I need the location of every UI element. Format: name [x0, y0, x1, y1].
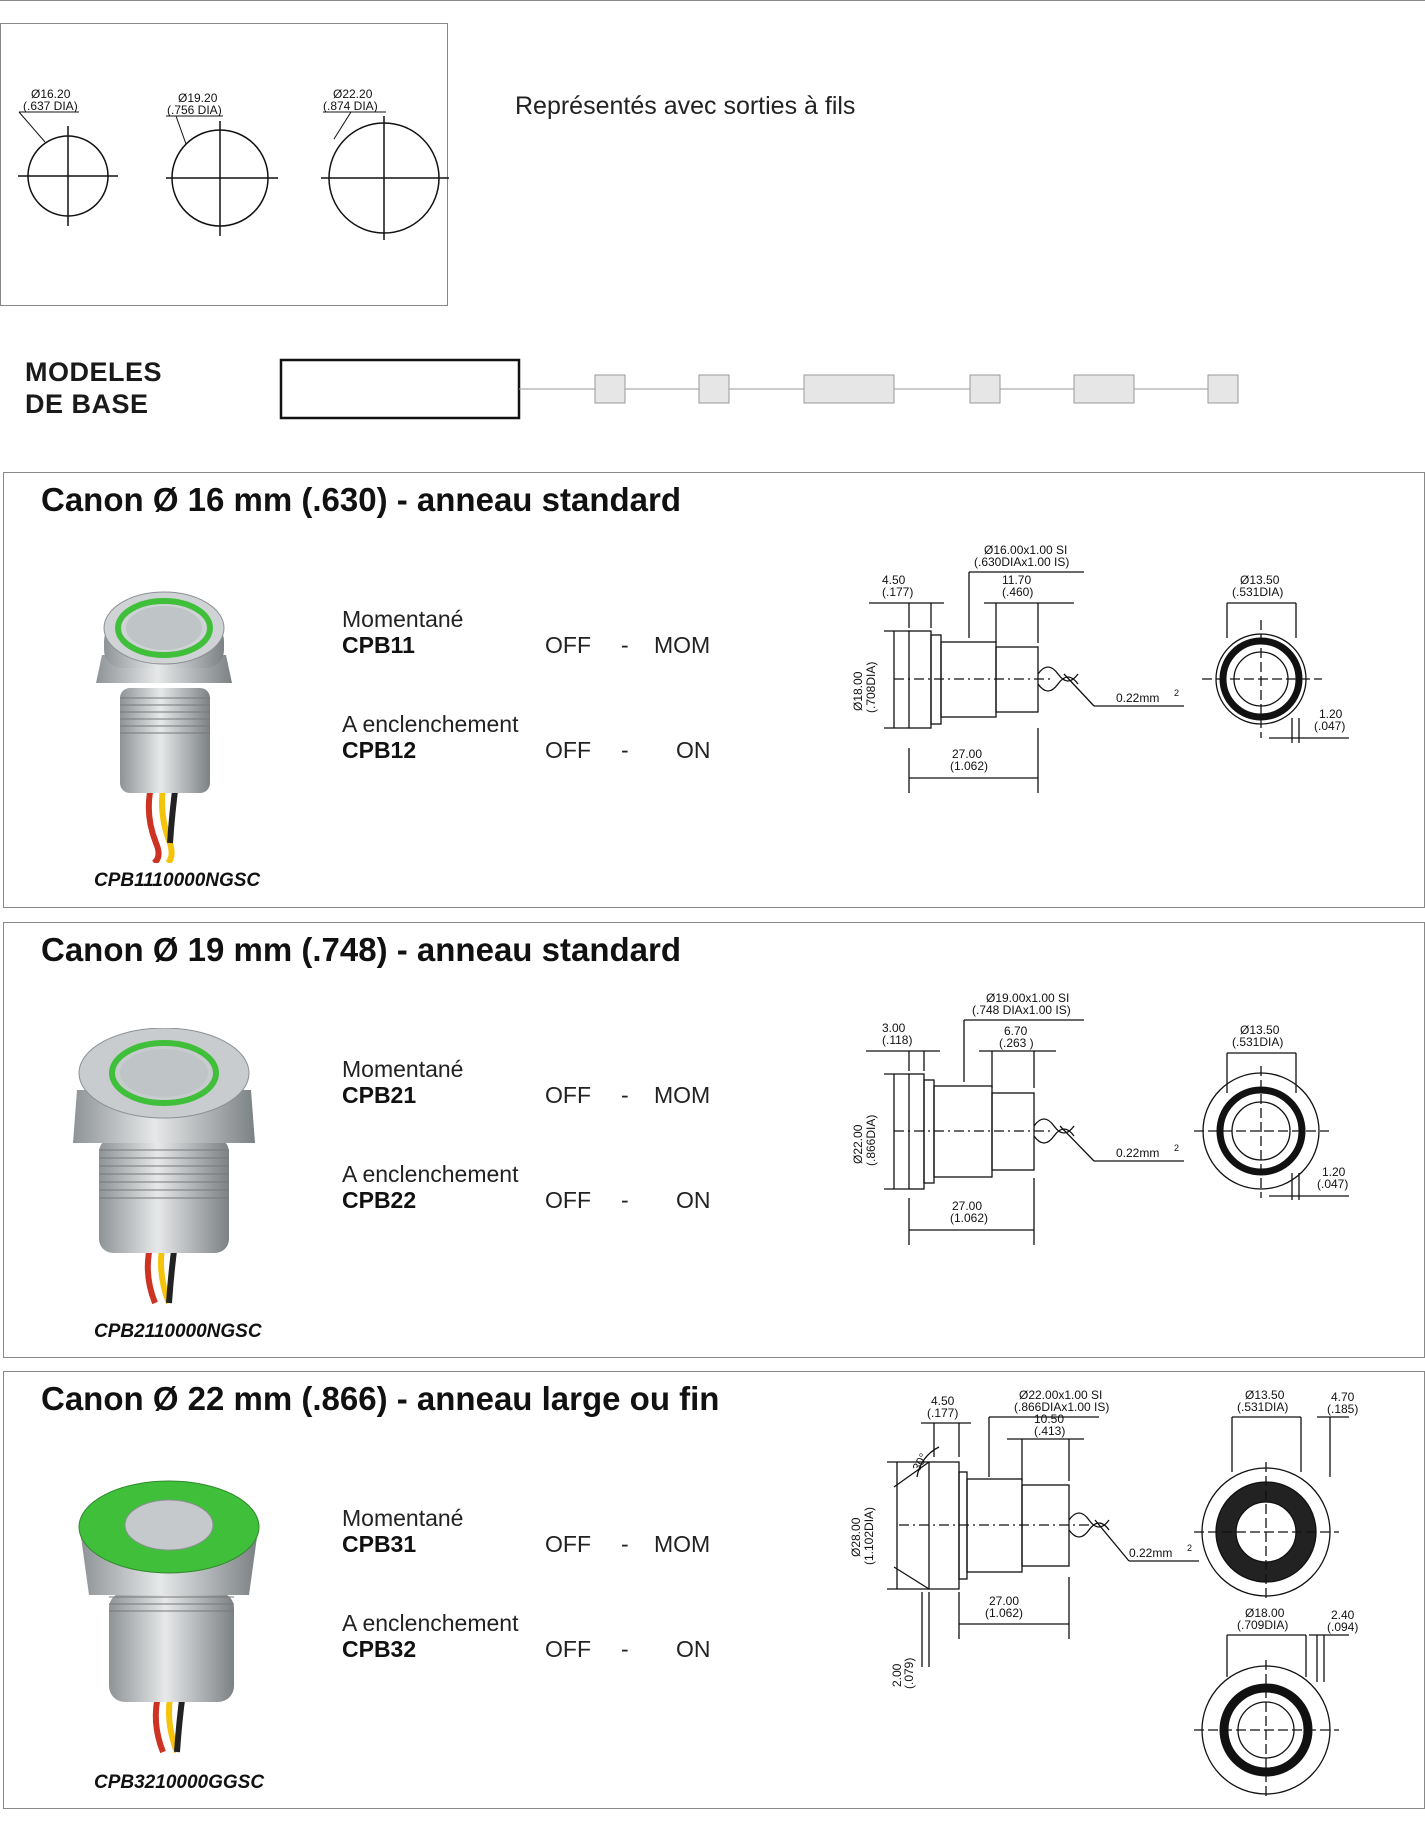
row2-code: CPB12 [342, 737, 417, 763]
dim-gd2: (.709DIA) [1237, 1618, 1289, 1632]
row2-code: CPB22 [342, 1187, 417, 1213]
row1-code: CPB31 [342, 1531, 417, 1557]
row2-code: CPB32 [342, 1636, 417, 1662]
row1-code: CPB11 [342, 632, 415, 658]
dim-l1: 27.00 [952, 1199, 983, 1213]
dim-b2: (.413) [1034, 1424, 1066, 1438]
dim-thread1: Ø16.00x1.00 SI [984, 543, 1068, 557]
dim-s2: (.079) [902, 1657, 916, 1689]
dim-r1: 1.20 [1319, 707, 1343, 721]
row2-state2: ON [676, 1636, 711, 1662]
section-title: Canon Ø 22 mm (.866) - anneau large ou fin [41, 1380, 720, 1417]
modeles-heading [25, 356, 162, 420]
photo-caption: CPB2110000NGSC [94, 1321, 262, 1342]
row1-state2: MOM [654, 1531, 711, 1557]
dim-fd1: Ø13.50 [1240, 1023, 1280, 1037]
base-model-field[interactable] [281, 360, 519, 418]
dim-fd2: (.531DIA) [1237, 1400, 1289, 1414]
dim-r1: 1.20 [1322, 1165, 1346, 1179]
row1-state1: OFF [545, 1082, 591, 1108]
dim-thread1: Ø22.00x1.00 SI [1019, 1388, 1103, 1402]
dim-thread2: (.630DIAx1.00 IS) [974, 555, 1070, 569]
section-title: Canon Ø 19 mm (.748) - anneau standard [41, 931, 681, 968]
dim-h2: (.708DIA) [864, 661, 878, 713]
dim-l2: (1.062) [950, 759, 989, 773]
row2-state2: ON [676, 737, 711, 763]
product-photo-cpb21 [69, 1028, 259, 1318]
dim-l2: (1.062) [985, 1606, 1024, 1620]
row2-dash: - [621, 1636, 629, 1662]
dim-wire: 0.22mm [1129, 1546, 1173, 1560]
top-rule [0, 0, 1425, 1]
section-16mm [3, 472, 1425, 908]
dim-r2: (.047) [1317, 1177, 1349, 1191]
dim-b1: 10.50 [1034, 1412, 1065, 1426]
option-field-6[interactable] [1208, 375, 1238, 403]
dim-angle: 30° [909, 1450, 931, 1474]
dim-wire-sup: 2 [1174, 688, 1180, 698]
mounting-holes-drawing [1, 24, 449, 307]
row2-state1: OFF [545, 1187, 591, 1213]
dim-b1: 11.70 [1002, 573, 1032, 587]
row1-state1: OFF [545, 1531, 591, 1557]
dim-x2: (.094) [1327, 1620, 1359, 1634]
dim-w2: (.185) [1327, 1402, 1359, 1416]
option-field-5[interactable] [1074, 375, 1134, 403]
dimension-drawing-19mm [844, 978, 1364, 1248]
hole2-inch: (.756 DIA) [167, 103, 222, 117]
row2-dash: - [621, 1187, 629, 1213]
dim-h2: (.866DIA) [864, 1114, 878, 1166]
dim-a2: (.177) [927, 1406, 959, 1420]
row2-state2: ON [676, 1187, 711, 1213]
dim-l2: (1.062) [950, 1211, 989, 1225]
dim-thread2: (.866DIAx1.00 IS) [1014, 1400, 1110, 1414]
row2-dash: - [621, 737, 629, 763]
hole1-inch: (.637 DIA) [23, 99, 78, 113]
dim-w1: 4.70 [1331, 1390, 1355, 1404]
dim-l1: 27.00 [989, 1594, 1020, 1608]
dim-thread2: (.748 DIAx1.00 IS) [972, 1003, 1071, 1017]
row1-label: Momentané [342, 1505, 464, 1531]
dim-fd1: Ø13.50 [1245, 1388, 1285, 1402]
dim-wire: 0.22mm [1116, 1146, 1160, 1160]
dim-b2: (.263 ) [999, 1036, 1034, 1050]
row1-dash: - [621, 1082, 629, 1108]
row1-state2: MOM [654, 632, 711, 658]
dim-h2: (1.102DIA) [862, 1506, 876, 1565]
hole1-mm: Ø16.20 [31, 87, 71, 101]
dimension-drawing-22mm [839, 1377, 1359, 1807]
section-22mm [3, 1371, 1425, 1809]
row1-dash: - [621, 632, 629, 658]
dim-fd1: Ø13.50 [1240, 573, 1280, 587]
dim-a2: (.118) [882, 1033, 913, 1047]
hole2-mm: Ø19.20 [178, 91, 218, 105]
row2-label: A enclenchement [342, 1161, 519, 1187]
dim-a1: 4.50 [882, 573, 906, 587]
section-19mm [3, 922, 1425, 1358]
row2-label: A enclenchement [342, 1610, 519, 1636]
dim-wire-sup: 2 [1187, 1543, 1193, 1553]
dim-h1: Ø22.00 [851, 1124, 865, 1164]
photo-caption: CPB1110000NGSC [94, 870, 261, 891]
row1-label: Momentané [342, 606, 464, 632]
row2-state1: OFF [545, 1636, 591, 1662]
dim-a2: (.177) [882, 585, 914, 599]
row1-state2: MOM [654, 1082, 711, 1108]
product-photo-cpb11 [84, 583, 244, 863]
dim-x1: 2.40 [1331, 1608, 1355, 1622]
row1-code: CPB21 [342, 1082, 417, 1108]
dim-r2: (.047) [1314, 719, 1346, 733]
row2-state1: OFF [545, 737, 591, 763]
modeles-line2: DE BASE [25, 389, 149, 419]
dimension-drawing-16mm [844, 528, 1364, 798]
hole3-inch: (.874 DIA) [323, 99, 378, 113]
dim-fd2: (.531DIA) [1232, 585, 1284, 599]
row1-dash: - [621, 1531, 629, 1557]
dim-h1: Ø18.00 [851, 671, 865, 711]
dim-b2: (.460) [1002, 585, 1034, 599]
product-photo-cpb31 [69, 1477, 269, 1767]
dim-a1: 4.50 [931, 1394, 955, 1408]
dim-b1: 6.70 [1004, 1024, 1028, 1038]
hole3-mm: Ø22.20 [333, 87, 373, 101]
section-title: Canon Ø 16 mm (.630) - anneau standard [41, 481, 681, 518]
mounting-holes-box [0, 23, 448, 306]
dim-wire: 0.22mm [1116, 691, 1160, 705]
option-field-2[interactable] [699, 375, 729, 403]
dim-fd2: (.531DIA) [1232, 1035, 1284, 1049]
dim-l1: 27.00 [952, 747, 983, 761]
option-field-3[interactable] [804, 375, 894, 403]
dim-wire-sup: 2 [1174, 1143, 1180, 1153]
dim-thread1: Ø19.00x1.00 SI [986, 991, 1070, 1005]
modeles-line1: MODELES [25, 357, 163, 387]
dim-h1: Ø28.00 [849, 1517, 863, 1557]
option-field-4[interactable] [970, 375, 1000, 403]
photo-caption: CPB3210000GGSC [94, 1772, 265, 1793]
dim-gd1: Ø18.00 [1245, 1606, 1285, 1620]
dim-a1: 3.00 [882, 1021, 906, 1035]
option-field-1[interactable] [595, 375, 625, 403]
row2-label: A enclenchement [342, 711, 519, 737]
mounting-note: Représentés avec sorties à fils [515, 92, 856, 120]
dim-s1: 2.00 [890, 1663, 904, 1687]
row1-label: Momentané [342, 1056, 464, 1082]
row1-state1: OFF [545, 632, 591, 658]
part-number-builder [278, 355, 1248, 425]
